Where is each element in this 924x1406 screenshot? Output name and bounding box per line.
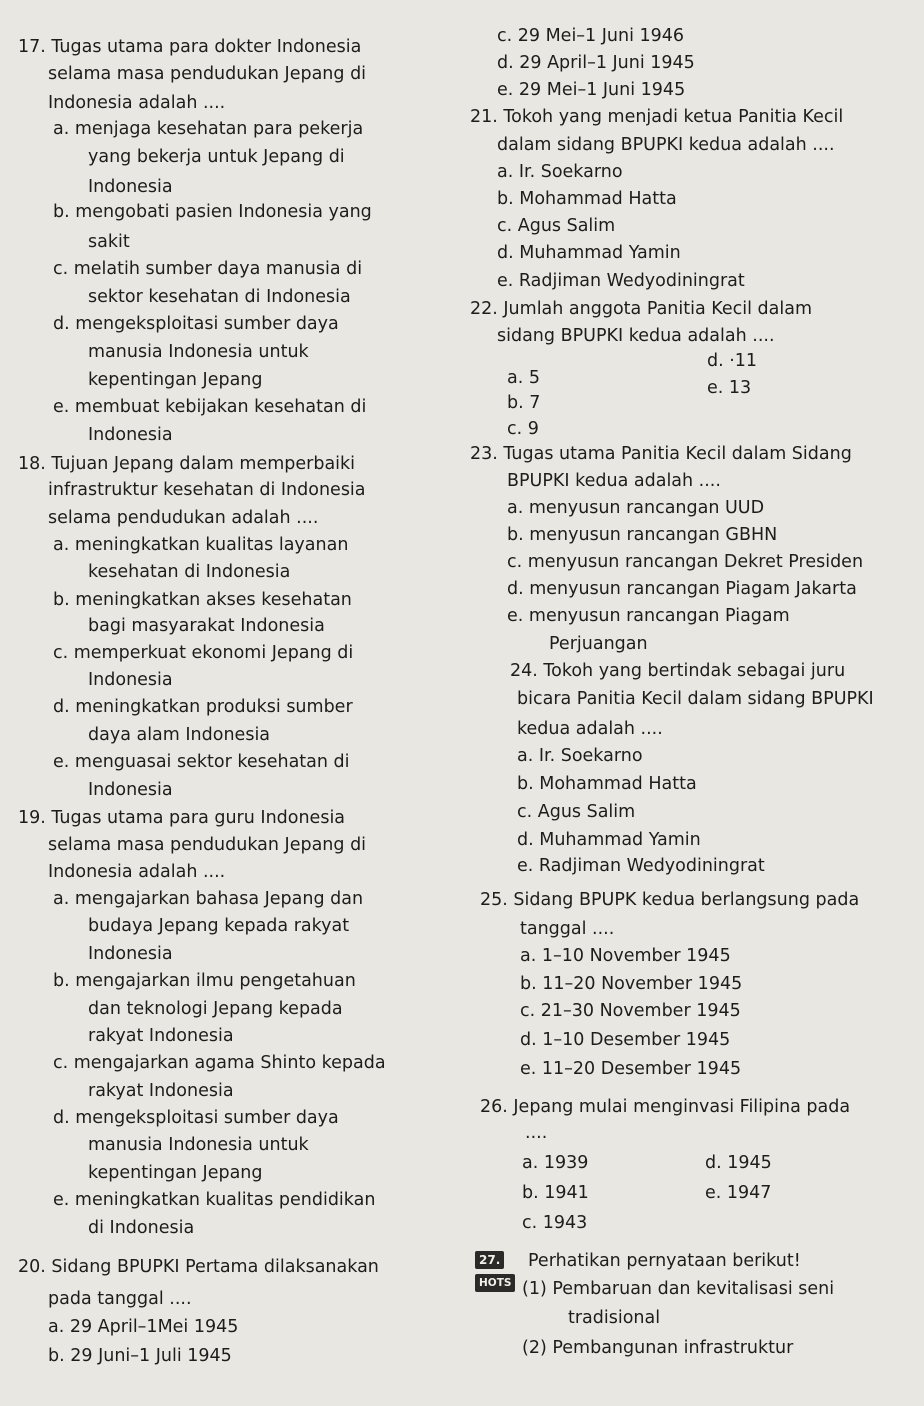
q23-option-b: b. menyusun rancangan GBHN (507, 525, 778, 545)
q17-stem: Indonesia adalah .... (48, 93, 226, 113)
q20-option-a: a. 29 April–1Mei 1945 (48, 1317, 239, 1337)
q18-option-e: e. menguasai sektor kesehatan di (53, 752, 350, 772)
q17-option-d: manusia Indonesia untuk (88, 342, 309, 362)
q18-option-c: c. memperkuat ekonomi Jepang di (53, 643, 354, 663)
q21-option-a: a. Ir. Soekarno (497, 162, 623, 182)
q25-option-a: a. 1–10 November 1945 (520, 946, 731, 966)
q20-option-b: b. 29 Juni–1 Juli 1945 (48, 1346, 232, 1366)
q18-option-a: a. meningkatkan kualitas layanan (53, 535, 349, 555)
q21-option-e: e. Radjiman Wedyodiningrat (497, 271, 745, 291)
q26-option-e: e. 1947 (705, 1183, 772, 1203)
q27-number-badge: 27. (475, 1251, 504, 1269)
q18-option-d: daya alam Indonesia (88, 725, 271, 745)
q20-option-e: e. 29 Mei–1 Juni 1945 (497, 80, 686, 100)
q26-option-c: c. 1943 (522, 1213, 588, 1233)
q24-stem: kedua adalah .... (517, 719, 663, 739)
q27-statement-1: (1) Pembaruan dan kevitalisasi seni (522, 1279, 835, 1299)
q17-option-c: sektor kesehatan di Indonesia (88, 287, 351, 307)
q23-option-e: e. menyusun rancangan Piagam (507, 606, 790, 626)
q17-option-a: a. menjaga kesehatan para pekerja (53, 119, 364, 139)
q22-option-b: b. 7 (507, 393, 541, 413)
q22-option-d: d. ·11 (707, 351, 758, 371)
q24-option-a: a. Ir. Soekarno (517, 746, 643, 766)
q27-stem: Perhatikan pernyataan berikut! (528, 1251, 801, 1271)
q19-option-c: c. mengajarkan agama Shinto kepada (53, 1053, 386, 1073)
q24-option-c: c. Agus Salim (517, 802, 636, 822)
q17-stem: selama masa pendudukan Jepang di (48, 64, 367, 84)
q18-option-a: kesehatan di Indonesia (88, 562, 291, 582)
q24-stem: bicara Panitia Kecil dalam sidang BPUPKI (517, 689, 874, 709)
q21-option-d: d. Muhammad Yamin (497, 243, 681, 263)
q20-option-d: d. 29 April–1 Juni 1945 (497, 53, 695, 73)
q23-option-e: Perjuangan (549, 634, 648, 654)
q25-option-d: d. 1–10 Desember 1945 (520, 1030, 731, 1050)
q17-stem: 17. Tugas utama para dokter Indonesia (18, 37, 362, 57)
q24-option-e: e. Radjiman Wedyodiningrat (517, 856, 765, 876)
q20-stem: pada tanggal .... (48, 1289, 192, 1309)
q23-option-d: d. menyusun rancangan Piagam Jakarta (507, 579, 857, 599)
q24-stem: 24. Tokoh yang bertindak sebagai juru (510, 661, 846, 681)
q19-option-a: Indonesia (88, 944, 173, 964)
q19-option-b: dan teknologi Jepang kepada (88, 999, 343, 1019)
q22-stem: sidang BPUPKI kedua adalah .... (497, 326, 775, 346)
q17-option-b: sakit (88, 232, 130, 252)
q17-option-d: d. mengeksploitasi sumber daya (53, 314, 339, 334)
q24-option-d: d. Muhammad Yamin (517, 830, 701, 850)
q17-option-e: e. membuat kebijakan kesehatan di (53, 397, 367, 417)
q25-option-c: c. 21–30 November 1945 (520, 1001, 741, 1021)
q18-option-e: Indonesia (88, 780, 173, 800)
q25-option-b: b. 11–20 November 1945 (520, 974, 743, 994)
q19-option-d: d. mengeksploitasi sumber daya (53, 1108, 339, 1128)
q21-option-b: b. Mohammad Hatta (497, 189, 677, 209)
q19-option-a: budaya Jepang kepada rakyat (88, 916, 350, 936)
q19-option-a: a. mengajarkan bahasa Jepang dan (53, 889, 364, 909)
q19-stem: Indonesia adalah .... (48, 862, 226, 882)
q20-stem: 20. Sidang BPUPKI Pertama dilaksanakan (18, 1257, 379, 1277)
q18-stem: infrastruktur kesehatan di Indonesia (48, 480, 366, 500)
q17-option-a: yang bekerja untuk Jepang di (88, 147, 345, 167)
q18-stem: 18. Tujuan Jepang dalam memperbaiki (18, 454, 356, 474)
q23-option-c: c. menyusun rancangan Dekret Presiden (507, 552, 864, 572)
q19-stem: selama masa pendudukan Jepang di (48, 835, 367, 855)
q27-statement-2: (2) Pembangunan infrastruktur (522, 1338, 794, 1358)
q19-option-d: kepentingan Jepang (88, 1163, 263, 1183)
q19-option-c: rakyat Indonesia (88, 1081, 234, 1101)
q20-option-c: c. 29 Mei–1 Juni 1946 (497, 26, 685, 46)
hots-badge: HOTS (475, 1274, 515, 1292)
q21-option-c: c. Agus Salim (497, 216, 616, 236)
q22-stem: 22. Jumlah anggota Panitia Kecil dalam (470, 299, 813, 319)
q25-stem: tanggal .... (520, 919, 615, 939)
q17-option-b: b. mengobati pasien Indonesia yang (53, 202, 372, 222)
q23-stem: 23. Tugas utama Panitia Kecil dalam Sidang (470, 444, 852, 464)
q26-option-d: d. 1945 (705, 1153, 772, 1173)
q23-option-a: a. menyusun rancangan UUD (507, 498, 765, 518)
q17-option-e: Indonesia (88, 425, 173, 445)
q26-stem: .... (525, 1123, 548, 1143)
q26-option-b: b. 1941 (522, 1183, 589, 1203)
q18-option-c: Indonesia (88, 670, 173, 690)
q22-option-a: a. 5 (507, 368, 540, 388)
q18-option-d: d. meningkatkan produksi sumber (53, 697, 353, 717)
q17-option-a: Indonesia (88, 177, 173, 197)
q19-option-b: b. mengajarkan ilmu pengetahuan (53, 971, 356, 991)
q26-option-a: a. 1939 (522, 1153, 589, 1173)
q19-option-b: rakyat Indonesia (88, 1026, 234, 1046)
q24-option-b: b. Mohammad Hatta (517, 774, 697, 794)
q21-stem: dalam sidang BPUPKI kedua adalah .... (497, 135, 835, 155)
q25-option-e: e. 11–20 Desember 1945 (520, 1059, 742, 1079)
q19-option-e: e. meningkatkan kualitas pendidikan (53, 1190, 376, 1210)
q25-stem: 25. Sidang BPUPK kedua berlangsung pada (480, 890, 860, 910)
q19-option-e: di Indonesia (88, 1218, 195, 1238)
q17-option-d: kepentingan Jepang (88, 370, 263, 390)
q22-option-e: e. 13 (707, 378, 752, 398)
q26-stem: 26. Jepang mulai menginvasi Filipina pada (480, 1097, 851, 1117)
q21-stem: 21. Tokoh yang menjadi ketua Panitia Kecil (470, 107, 844, 127)
q27-statement-1: tradisional (568, 1308, 661, 1328)
q18-stem: selama pendudukan adalah .... (48, 508, 319, 528)
q18-option-b: bagi masyarakat Indonesia (88, 616, 325, 636)
q17-option-c: c. melatih sumber daya manusia di (53, 259, 363, 279)
q19-option-d: manusia Indonesia untuk (88, 1135, 309, 1155)
q19-stem: 19. Tugas utama para guru Indonesia (18, 808, 346, 828)
q23-stem: BPUPKI kedua adalah .... (507, 471, 721, 491)
q18-option-b: b. meningkatkan akses kesehatan (53, 590, 352, 610)
q22-option-c: c. 9 (507, 419, 539, 439)
